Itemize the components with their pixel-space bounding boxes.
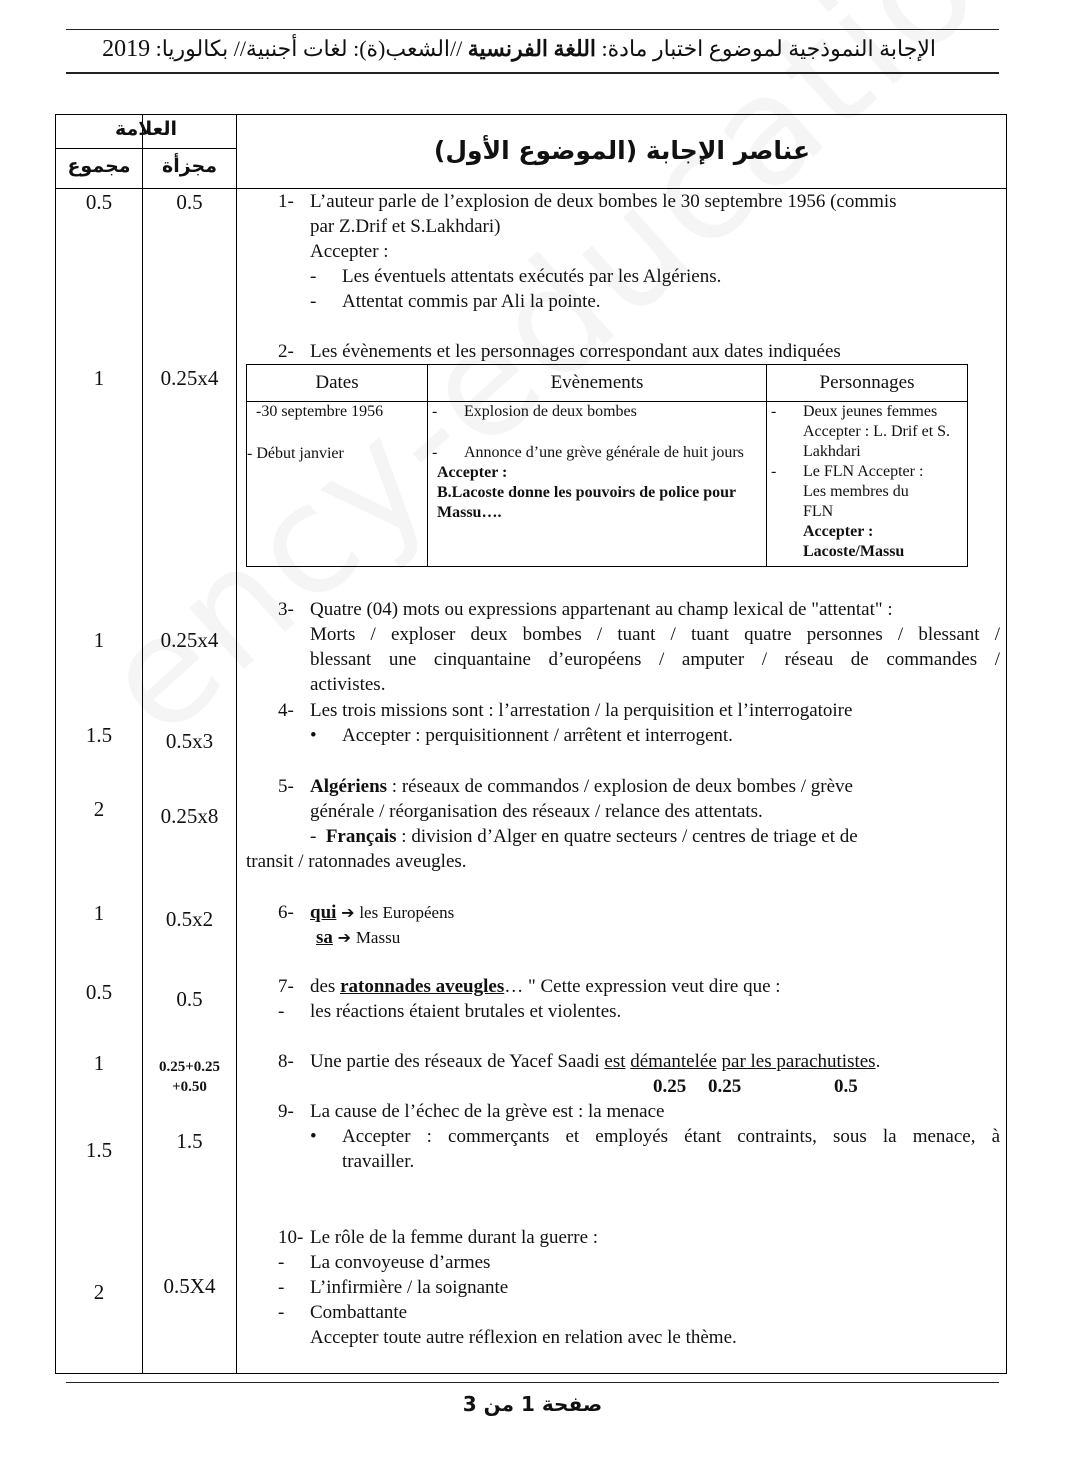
question-number: 2- — [278, 341, 294, 362]
bullet-dash: - — [771, 463, 777, 480]
q8-word-demantelee: démantelée — [630, 1051, 717, 1072]
mark-total: 1.5 — [85, 723, 113, 747]
q7-answer: les réactions étaient brutales et violentes. — [310, 1001, 622, 1022]
mark-total: 1 — [93, 901, 105, 925]
q10-accept: Accepter toute autre réflexion en relation avec le thème. — [310, 1327, 737, 1348]
bullet-dash: - — [310, 291, 317, 312]
mark-total: 1.5 — [85, 1138, 113, 1162]
events-col-header: Dates — [247, 365, 428, 402]
q3-line: Quatre (04) mots ou expressions appartenant au champ lexical de "attentat" : — [310, 599, 893, 620]
total-header: مجموع — [67, 155, 131, 177]
mark-partial — [143, 1057, 236, 1097]
q9-bullet-line: travailler. — [342, 1151, 415, 1172]
column-divider — [236, 114, 237, 1374]
q10-item: La convoyeuse d’armes — [310, 1252, 491, 1273]
question-number: 9- — [278, 1101, 294, 1122]
person-entry: Deux jeunes femmes Accepter : L. Drif et S. Lakhdari — [803, 403, 951, 460]
mark-total: 1 — [93, 366, 105, 390]
q8-word-parachutistes: par les parachutistes — [721, 1051, 876, 1072]
date-entry: -30 septembre 1956 — [256, 403, 384, 420]
q9-bullet-line: Accepter : commerçants et employés étant contraints, sous la menace, à — [342, 1126, 1000, 1147]
elements-header: عناصر الإجابة (الموضوع الأول) — [433, 136, 811, 165]
q5-fr-label: Français — [325, 826, 397, 847]
events-col-header: Personnages — [767, 365, 968, 402]
q7-pre: des — [310, 976, 341, 997]
header-title-suffix: //الشعب(ة): لغات أجنبية// بكالوريا: — [150, 36, 468, 61]
q5-alg-text: : réseaux de commandos / explosion de deux bombes / grève — [387, 776, 853, 797]
q3-line: blessant une cinquantaine d’européens / amputer / réseau de commandes / — [310, 649, 1000, 670]
q8-word-est: est — [604, 1051, 626, 1072]
q5-alg-line2: générale / réorganisation des réseaux / relance des attentats. — [310, 801, 763, 822]
mark-partial: 0.25x8 — [160, 804, 219, 828]
question-6 — [278, 900, 998, 950]
event-entry: Explosion de deux bombes — [464, 403, 637, 420]
q8-score: 0.25 — [708, 1076, 742, 1097]
bullet-dash: - — [310, 266, 317, 287]
q1-bullet: Les éventuels attentats exécutés par les Algériens. — [342, 266, 722, 287]
mark-total: 1 — [93, 1051, 105, 1075]
question-9 — [278, 1099, 1000, 1174]
question-number: 8- — [278, 1051, 294, 1072]
bullet-dash: - — [432, 444, 438, 461]
bullet-dash: - — [278, 1001, 285, 1022]
question-1 — [278, 189, 998, 314]
q4-text: Les trois missions sont : l’arrestation / la perquisition et l’interrogatoire — [310, 700, 853, 721]
q4-bullet: Accepter : perquisitionnent / arrêtent et interrogent. — [342, 725, 733, 746]
question-4 — [278, 698, 998, 748]
mark-partial-line: +0.50 — [172, 1079, 207, 1095]
mark-partial: 0.5x3 — [165, 729, 214, 753]
mark-total: 0.5 — [85, 190, 113, 214]
bullet-dot: • — [310, 725, 317, 746]
bullet-dot: • — [310, 1126, 317, 1147]
q1-accept: Accepter : — [310, 241, 389, 262]
footer-rule — [66, 1382, 999, 1383]
mark-partial: 0.5 — [176, 987, 203, 1011]
mark-partial: 0.25x4 — [160, 366, 219, 390]
question-number: 1- — [278, 191, 294, 212]
q1-text-line2: par Z.Drif et S.Lakhdari) — [310, 216, 501, 237]
question-number: 4- — [278, 700, 294, 721]
question-number: 6- — [278, 902, 294, 923]
q5-fr-line2: transit / ratonnades aveugles. — [246, 851, 467, 872]
q6-referent: les Européens — [359, 903, 455, 922]
header-top-rule — [66, 29, 999, 30]
q3-line: activistes. — [310, 674, 386, 695]
events-col-header: Evènements — [428, 365, 767, 402]
q10-text: Le rôle de la femme durant la guerre : — [310, 1227, 599, 1248]
question-2 — [278, 339, 998, 364]
q8-pre: Une partie des réseaux de Yacef Saadi — [310, 1051, 605, 1072]
table-row — [247, 402, 968, 567]
header-bottom-rule — [66, 72, 999, 74]
persons-cell — [767, 402, 968, 567]
event-accept-label: Accepter : — [437, 464, 508, 481]
person-accept-label: Accepter : — [803, 523, 874, 540]
date-entry: - Début janvier — [247, 445, 344, 462]
q9-text: La cause de l’échec de la grève est : la menace — [310, 1101, 665, 1122]
bullet-dash: - — [432, 403, 438, 420]
bullet-dash: - — [771, 403, 777, 420]
q5-fr-text: : division d’Alger en quatre secteurs / centres de triage et de — [396, 826, 858, 847]
mark-partial: 1.5 — [176, 1129, 203, 1153]
question-5 — [278, 774, 998, 849]
header-title-subject: اللغة الفرنسية — [467, 36, 597, 61]
q6-referent: Massu — [355, 928, 401, 947]
dates-cell — [247, 402, 428, 567]
bullet-dash: - — [310, 826, 317, 847]
bullet-dash: - — [278, 1302, 285, 1323]
mark-total: 0.5 — [85, 980, 113, 1004]
q8-score: 0.25 — [653, 1076, 687, 1097]
bullet-dash: - — [278, 1252, 285, 1273]
q10-item: L’infirmière / la soignante — [310, 1277, 509, 1298]
question-number: 7- — [278, 976, 294, 997]
person-accept-text: Lacoste/Massu — [803, 543, 905, 560]
question-number: 5- — [278, 776, 294, 797]
question-number: 10- — [278, 1227, 304, 1248]
page-number: صفحة 1 من 3 — [462, 1392, 603, 1416]
header-divider — [56, 148, 236, 149]
bullet-dash: - — [278, 1277, 285, 1298]
events-table — [246, 364, 968, 567]
mark-header: العلامة — [114, 118, 178, 140]
arrow-icon: ➔ — [341, 903, 355, 922]
mark-partial-line: 0.25+0.25 — [158, 1059, 221, 1075]
q6-word: sa — [316, 927, 333, 948]
q7-post: … " Cette expression veut dire que : — [504, 976, 781, 997]
q1-bullet: Attentat commis par Ali la pointe. — [342, 291, 601, 312]
person-entry: Le FLN Accepter : Les membres du FLN — [803, 463, 924, 520]
q3-line: Morts / exploser deux bombes / tuant / tuant quatre personnes / blessant / — [310, 624, 1000, 645]
mark-partial: 0.25x4 — [160, 628, 219, 652]
mark-total: 1 — [93, 628, 105, 652]
mark-partial: 0.5X4 — [163, 1274, 216, 1298]
question-3 — [278, 597, 1000, 697]
mark-partial: 0.5x2 — [165, 907, 214, 931]
question-7 — [278, 974, 998, 1024]
partial-header: مجزأة — [161, 155, 217, 177]
header-year: 2019 — [102, 36, 151, 62]
mark-total: 2 — [93, 797, 105, 821]
event-entry: Annonce d’une grève générale de huit jours — [464, 444, 744, 461]
question-8 — [278, 1049, 998, 1074]
q2-text: Les évènements et les personnages correspondant aux dates indiquées — [310, 341, 841, 362]
q6-word: qui — [310, 902, 337, 923]
event-accept-text: B.Lacoste donne les pouvoirs de police pour Massu…. — [437, 484, 736, 521]
q8-score: 0.5 — [834, 1076, 858, 1097]
question-10 — [278, 1225, 998, 1350]
q5-alg-label: Algériens — [310, 776, 388, 797]
question-number: 3- — [278, 599, 294, 620]
header-title-prefix: الإجابة النموذجية لموضوع اختبار مادة: — [596, 36, 936, 61]
mark-partial: 0.5 — [176, 190, 203, 214]
q7-expression: ratonnades aveugles — [340, 976, 505, 997]
q1-text-line1: L’auteur parle de l’explosion de deux bombes le 30 septembre 1956 (commis — [310, 191, 897, 212]
q8-end: . — [875, 1051, 881, 1072]
events-cell — [428, 402, 767, 567]
mark-total: 2 — [93, 1280, 105, 1304]
arrow-icon: ➔ — [337, 928, 352, 947]
q10-item: Combattante — [310, 1302, 408, 1323]
page-header-title — [66, 34, 936, 64]
